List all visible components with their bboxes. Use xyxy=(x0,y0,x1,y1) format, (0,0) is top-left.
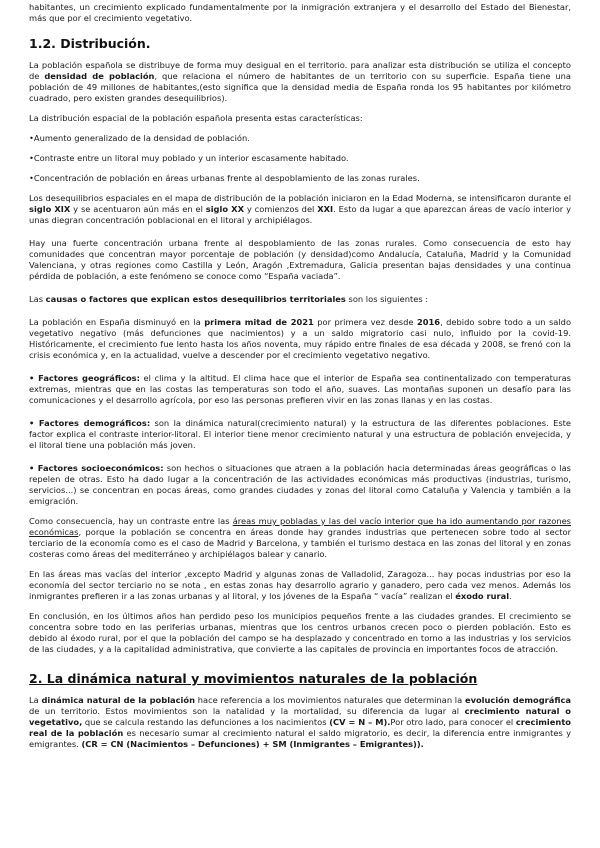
bullet-item: •Aumento generalizado de la densidad de población. xyxy=(29,133,250,143)
text: , debido sobre todo a un saldo vegetativo negativo (más defunciones que nacimientos) y a un saldo migratorio casi nulo, influido por la covid-19. Históricamente, el crecimiento fue lento hasta los años noventa, muy rápido entre finales de esa década y 2008, se frenó con la crisis económica y, en la actualidad, vuelve a descender por el crecimiento vegetativo negativo. xyxy=(29,317,572,360)
text: La población en España disminuyó en la xyxy=(29,317,205,327)
term: siglo XX xyxy=(205,204,244,214)
text: La xyxy=(29,695,42,705)
section-heading-distribucion: 1.2. Distribución. xyxy=(29,36,151,51)
formula: (CR = CN (Nacimientos – Defunciones) + SM (Inmigrantes – Emigrantes)). xyxy=(81,739,424,749)
term: evolución demográfica xyxy=(464,695,571,705)
paragraph-dinamica-natural xyxy=(29,695,571,750)
text: . xyxy=(509,591,512,601)
term: XXI xyxy=(317,204,334,214)
text: La población española se distribuye de forma muy desigual en el territorio. para analizar esta distribución se utiliza el concepto de xyxy=(29,60,571,81)
text: son los siguientes : xyxy=(345,294,429,304)
text: son hechos o situaciones que atraen a la población hacia determinadas áreas geográficas o las repelen de otras. Esto ha dado lugar a la concentración de las actividades económicas más productivas (industrias, turismo, servicios...) se concentran en pocas áreas, como grandes ciudades y zonas del litoral como Cataluña y Valencia y también a la emigración. xyxy=(29,463,572,506)
paragraph-factores-socioeconomicos xyxy=(29,463,571,507)
text: por primera vez desde xyxy=(313,317,417,327)
text: Como consecuencia, hay un contraste entre las xyxy=(29,516,233,526)
term: primera mitad de 2021 xyxy=(204,317,314,327)
text: , que relaciona el número de habitantes de un territorio con su superficie. España tiene una población de 49 millones de habitantes,(esto significa que la densidad media de España ronda los 95 habitantes por kilómetro cuadrado, pero existen grandes desequilibrios). xyxy=(29,71,571,103)
term: crecimiento real de la población xyxy=(29,717,571,738)
paragraph-concentracion-urbana: Hay una fuerte concentración urbana frente al despoblamiento de las zonas rurales. Como consecuencia de esto hay comunidades que concentran mayor porcentaje de población (y densidad)como Andalucía, Cataluña, Madrid y la Comunidad Valenciana, y otras regiones como Castilla y León, Aragón ,Extremadura, Galicia presentan bajas densidades y una continua pérdida de población, a este fenómeno se conoce como “España vaciada”. xyxy=(29,238,571,281)
text: hace referencia a los movimientos naturales que determinan la xyxy=(195,695,465,705)
paragraph-factores-geograficos xyxy=(29,373,571,406)
intro-text: habitantes, un crecimiento explicado fundamentalmente por la inmigración extranjera y el desarrollo del Estado del Bienestar, más que por el crecimiento vegetativo. xyxy=(29,2,571,23)
intro-paragraph xyxy=(29,2,571,24)
factor-label: • Factores socioeconómicos: xyxy=(29,463,164,473)
text: . Esto da lugar a que aparezcan áreas de vacío interior y unas diegran concentración poblacional en el litoral y archipiélagos. xyxy=(29,204,572,225)
paragraph-desequilibrios xyxy=(29,193,571,226)
heading-text: 2. La dinámica natural y movimientos naturales de la población xyxy=(29,671,478,686)
term: crecimiento natural o vegetativo, xyxy=(29,706,572,727)
section-heading-dinamica xyxy=(29,671,571,686)
text: Por otro lado, para conocer el xyxy=(390,717,516,727)
term: 2016 xyxy=(416,317,441,327)
text: el clima y la altitud. El clima hace que el interior de España sea continentalizado con temperaturas extremas, mientras que en las costas las temperaturas son todo el año, suaves. Las montañas suponen un desafío para las comunicaciones y el desarrollo agrícola, por eso las personas prefieren vivir en las zonas llanas y en las costas. xyxy=(29,373,571,405)
text: que se calcula restando las defunciones a los nacimientos xyxy=(82,717,330,727)
paragraph-areas-vacias xyxy=(29,569,571,602)
term-exodo-rural: éxodo rural xyxy=(455,591,510,601)
text: de un territorio. Estos movimientos son la natalidad y la mortalidad, su diferencia da lugar al xyxy=(29,706,465,716)
paragraph-factores-demograficos xyxy=(29,418,571,451)
text: son la dinámica natural(crecimiento natural) y la estructura de las diferentes poblaciones. Este factor explica el contraste interior-litoral. El interior tiene menor crecimiento natural y una estructura de población envejecida, y el litoral tiene una población más joven. xyxy=(29,418,572,450)
factor-label: • Factores geográficos: xyxy=(29,373,140,383)
text: , porque la población se concentra en áreas donde hay grandes industrias que pertenecen sobre todo al sector terciario de la economía como es el caso de Madrid y Barcelona, y también el turismo destaca en las zonas del litoral y en zonas costeras como áreas del mediterráneo y archipiélagos balear y canario. xyxy=(29,527,571,559)
term: siglo XIX xyxy=(29,204,71,214)
term-causas: causas o factores que explican estos desequilibrios territoriales xyxy=(45,294,346,304)
text: En las áreas mas vacías del interior ,excepto Madrid y algunas zonas de Valladolid, Zaragoza... hay pocas industrias por eso la economía del sector terciario no se nota , en estas zonas hay desarrollo agrario y ganadero, pero cada vez menos. Además los inmigrantes prefieren ir a las zonas urbanas y al litoral, y los jóvenes de la España “ vacía” realizan el xyxy=(29,569,571,601)
paragraph-consecuencia xyxy=(29,516,571,560)
paragraph-densidad xyxy=(29,60,571,104)
factor-label: • Factores demográficos: xyxy=(29,418,151,428)
text: y se acentuaron aún más en el xyxy=(70,204,206,214)
bullet-item: •Concentración de población en áreas urbanas frente al despoblamiento de las zonas rurales. xyxy=(29,173,420,183)
text: y comienzos del xyxy=(243,204,318,214)
formula: (CV = N – M). xyxy=(329,717,391,727)
term-densidad: densidad de población xyxy=(44,71,155,81)
paragraph-caracteristicas: La distribución espacial de la población española presenta estas características: xyxy=(29,113,363,123)
paragraph-causas xyxy=(29,294,571,305)
bullet-item: •Contraste entre un litoral muy poblado y un interior escasamente habitado. xyxy=(29,153,349,163)
paragraph-conclusion: En conclusión, en los últimos años han perdido peso los municipios pequeños frente a las ciudades grandes. El crecimiento se concentra sobre todo en las periferias urbanas, mientras que los centros urbanos crecen poco o pierden población. Esto es debido al éxodo rural, por el que la población del campo se ha desplazado y concentrado en torno a las industrias y los servicios de las ciudades, y a la capitalidad administrativa, que convierte a las capitales de provincia en importantes focos de atracción. xyxy=(29,611,571,654)
paragraph-poblacion-2021 xyxy=(29,317,571,361)
term: dinámica natural de la población xyxy=(41,695,196,705)
underlined-phrase: áreas muy pobladas y las del vacío interior que ha ido aumentando por razones económicas xyxy=(29,516,571,537)
text: Los desequilibrios espaciales en el mapa de distribución de la población iniciaron en la Edad Moderna, se intensificaron durante el xyxy=(29,193,571,203)
text: es necesario sumar al crecimiento natural el saldo migratorio, es decir, la diferencia entre inmigrantes y emigrantes. xyxy=(29,728,571,749)
text: Las xyxy=(29,294,46,304)
